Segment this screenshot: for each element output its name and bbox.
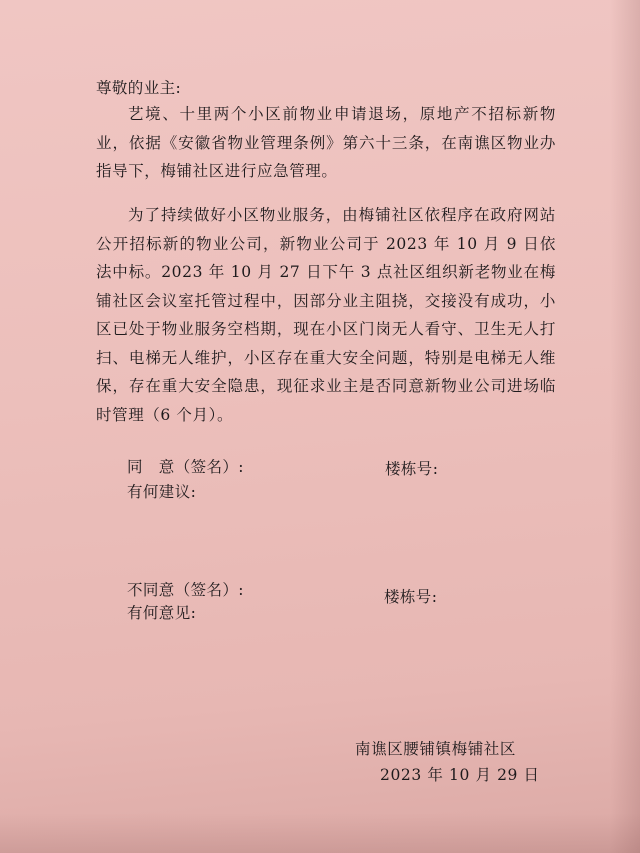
suggestion-label: 有何建议:	[127, 483, 197, 501]
disagree-building-label: 楼栋号:	[384, 588, 438, 606]
paragraph-2: 为了持续做好小区物业服务，由梅铺社区依程序在政府网站公开招标新的物业公司，新物业公司于 2023 年 10 月 9 日依法中标。2023 年 10 月 27 日下午 3 点社区组织新老物业在梅铺社区会议室托管过程中，因部分业主阻挠，交接没有成功，小区已处于物业服务空档期，现在小区门岗无人看守、卫生无人打扫、电梯无人维护，小区存在重大安全问题，特别是电梯无人维保，存在重大安全隐患，现征求业主是否同意新物业公司进场临时管理（6 个月）。	[96, 206, 556, 424]
agree-building-label: 楼栋号:	[385, 460, 439, 478]
paper-shadow-right	[610, 0, 640, 853]
paper-shadow-bottom	[0, 813, 640, 853]
agree-signature-label: 同 意（签名）:	[127, 458, 244, 476]
greeting: 尊敬的业主:	[96, 79, 182, 97]
issue-date: 2023 年 10 月 29 日	[380, 766, 540, 784]
opinion-label: 有何意见:	[127, 604, 197, 622]
disagree-signature-label: 不同意（签名）:	[127, 581, 244, 599]
paragraph-1: 艺境、十里两个小区前物业申请退场，原地产不招标新物业，依据《安徽省物业管理条例》第六十三条，在南谯区物业办指导下，梅铺社区进行应急管理。	[96, 105, 556, 180]
issuer-name: 南谯区腰铺镇梅铺社区	[355, 740, 517, 758]
